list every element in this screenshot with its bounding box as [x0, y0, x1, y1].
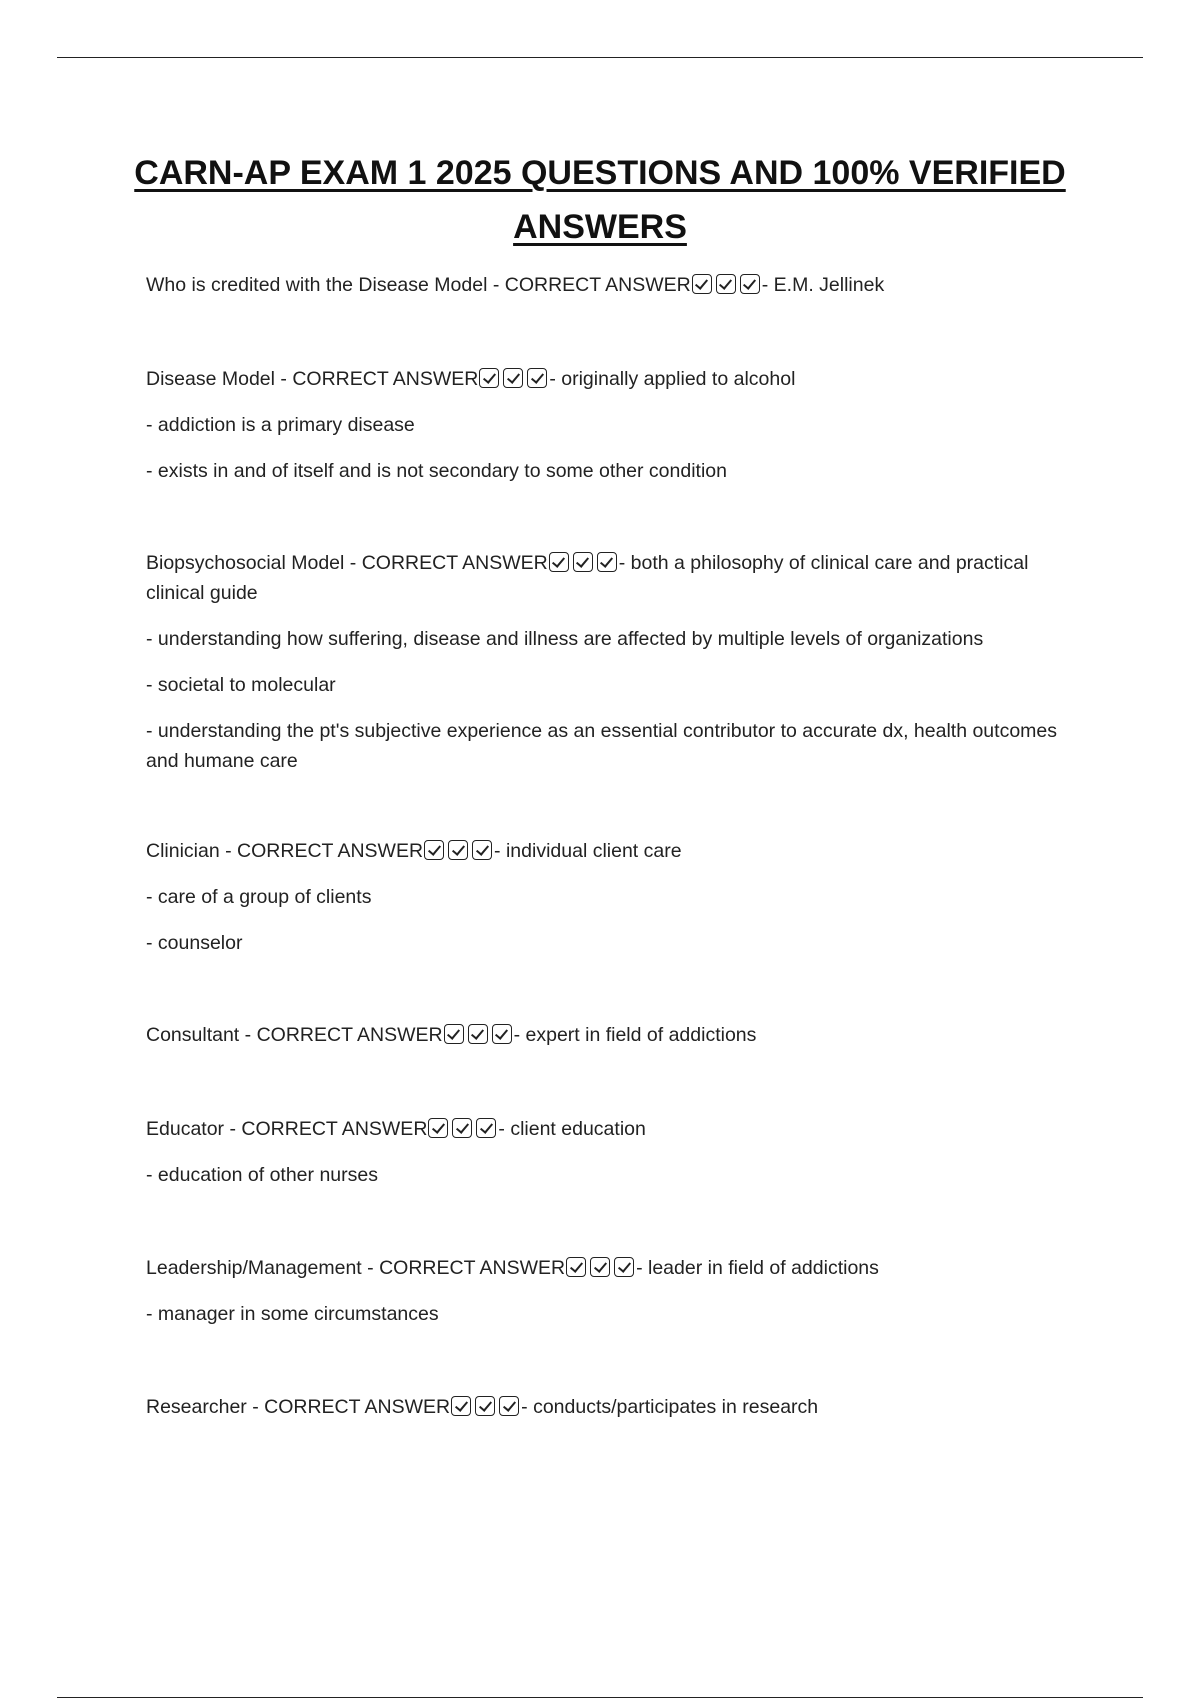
- qa-line: Educator - CORRECT ANSWER - client education: [146, 1118, 646, 1140]
- detail-line: - addiction is a primary disease: [146, 414, 415, 436]
- checkbox-checked-icon: [573, 552, 593, 572]
- checkbox-checked-icon: [492, 1024, 512, 1044]
- term: Clinician: [146, 840, 220, 862]
- qa-item-clinician: [146, 836, 1066, 958]
- check-icons: [428, 1118, 496, 1138]
- checkbox-checked-icon: [452, 1118, 472, 1138]
- answer: originally applied to alcohol: [561, 368, 796, 390]
- detail-line: - manager in some circumstances: [146, 1303, 439, 1325]
- qa-item-disease-model-credit: [146, 270, 1066, 300]
- checkbox-checked-icon: [527, 368, 547, 388]
- detail-line: - understanding the pt's subjective experience as an essential contributor to accurate dx, health outcomes and humane care: [146, 720, 1058, 772]
- checkbox-checked-icon: [475, 1396, 495, 1416]
- checkbox-checked-icon: [428, 1118, 448, 1138]
- qa-item-leadership-management: [146, 1253, 1066, 1329]
- term: Educator: [146, 1118, 225, 1140]
- correct-answer-label: CORRECT ANSWER: [504, 274, 691, 296]
- detail-line: - understanding how suffering, disease and illness are affected by multiple levels of organizations: [146, 628, 984, 650]
- detail-line: - exists in and of itself and is not secondary to some other condition: [146, 460, 727, 482]
- checkbox-checked-icon: [472, 840, 492, 860]
- qa-item-biopsychosocial-model: [146, 548, 1066, 776]
- document-title: CARN-AP EXAM 1 2025 QUESTIONS AND 100% VERIFIED ANSWERS: [134, 154, 1066, 246]
- term: Researcher: [146, 1396, 247, 1418]
- qa-line: Clinician - CORRECT ANSWER - individual client care: [146, 840, 682, 862]
- answer: expert in field of addictions: [525, 1024, 757, 1046]
- term: Leadership/Management: [146, 1257, 362, 1279]
- qa-line: Disease Model - CORRECT ANSWER - originally applied to alcohol: [146, 368, 796, 390]
- checkbox-checked-icon: [740, 274, 760, 294]
- qa-item-consultant: [146, 1020, 1066, 1050]
- checkbox-checked-icon: [597, 552, 617, 572]
- check-icons: [549, 552, 617, 572]
- answer: individual client care: [505, 840, 682, 862]
- checkbox-checked-icon: [692, 274, 712, 294]
- checkbox-checked-icon: [451, 1396, 471, 1416]
- correct-answer-label: CORRECT ANSWER: [256, 1024, 443, 1046]
- check-icons: [451, 1396, 519, 1416]
- checkbox-checked-icon: [716, 274, 736, 294]
- checkbox-checked-icon: [448, 840, 468, 860]
- correct-answer-label: CORRECT ANSWER: [237, 840, 424, 862]
- answer: E.M. Jellinek: [773, 274, 885, 296]
- qa-line: Who is credited with the Disease Model - CORRECT ANSWER - E.M. Jellinek: [146, 274, 885, 296]
- top-divider: [57, 57, 1143, 58]
- check-icons: [566, 1257, 634, 1277]
- correct-answer-label: CORRECT ANSWER: [264, 1396, 451, 1418]
- checkbox-checked-icon: [444, 1024, 464, 1044]
- checkbox-checked-icon: [566, 1257, 586, 1277]
- answer: client education: [510, 1118, 646, 1140]
- checkbox-checked-icon: [499, 1396, 519, 1416]
- checkbox-checked-icon: [476, 1118, 496, 1138]
- qa-item-researcher: [146, 1392, 1066, 1422]
- checkbox-checked-icon: [549, 552, 569, 572]
- qa-line: Researcher - CORRECT ANSWER - conducts/participates in research: [146, 1396, 819, 1418]
- term: Disease Model: [146, 368, 275, 390]
- qa-line: Biopsychosocial Model - CORRECT ANSWER - both a philosophy of clinical care and practical clinical guide: [146, 552, 1029, 604]
- correct-answer-label: CORRECT ANSWER: [361, 552, 548, 574]
- answer: conducts/participates in research: [533, 1396, 819, 1418]
- check-icons: [424, 840, 492, 860]
- term: Biopsychosocial Model: [146, 552, 345, 574]
- qa-item-educator: [146, 1114, 1066, 1190]
- correct-answer-label: CORRECT ANSWER: [241, 1118, 428, 1140]
- answer: leader in field of addictions: [648, 1257, 879, 1279]
- detail-line: - education of other nurses: [146, 1164, 378, 1186]
- qa-line: Consultant - CORRECT ANSWER - expert in field of addictions: [146, 1024, 757, 1046]
- detail-line: - counselor: [146, 932, 243, 954]
- bottom-divider: [57, 1697, 1143, 1698]
- answer: both a philosophy of clinical care and practical clinical guide: [146, 552, 1029, 604]
- check-icons: [479, 368, 547, 388]
- checkbox-checked-icon: [468, 1024, 488, 1044]
- checkbox-checked-icon: [424, 840, 444, 860]
- term: Who is credited with the Disease Model: [146, 274, 488, 296]
- checkbox-checked-icon: [614, 1257, 634, 1277]
- qa-item-disease-model: [146, 364, 1066, 486]
- check-icons: [692, 274, 760, 294]
- detail-line: - care of a group of clients: [146, 886, 372, 908]
- detail-line: - societal to molecular: [146, 674, 336, 696]
- checkbox-checked-icon: [503, 368, 523, 388]
- qa-line: Leadership/Management - CORRECT ANSWER - leader in field of addictions: [146, 1257, 879, 1279]
- correct-answer-label: CORRECT ANSWER: [292, 368, 479, 390]
- term: Consultant: [146, 1024, 240, 1046]
- checkbox-checked-icon: [590, 1257, 610, 1277]
- check-icons: [444, 1024, 512, 1044]
- correct-answer-label: CORRECT ANSWER: [379, 1257, 566, 1279]
- checkbox-checked-icon: [479, 368, 499, 388]
